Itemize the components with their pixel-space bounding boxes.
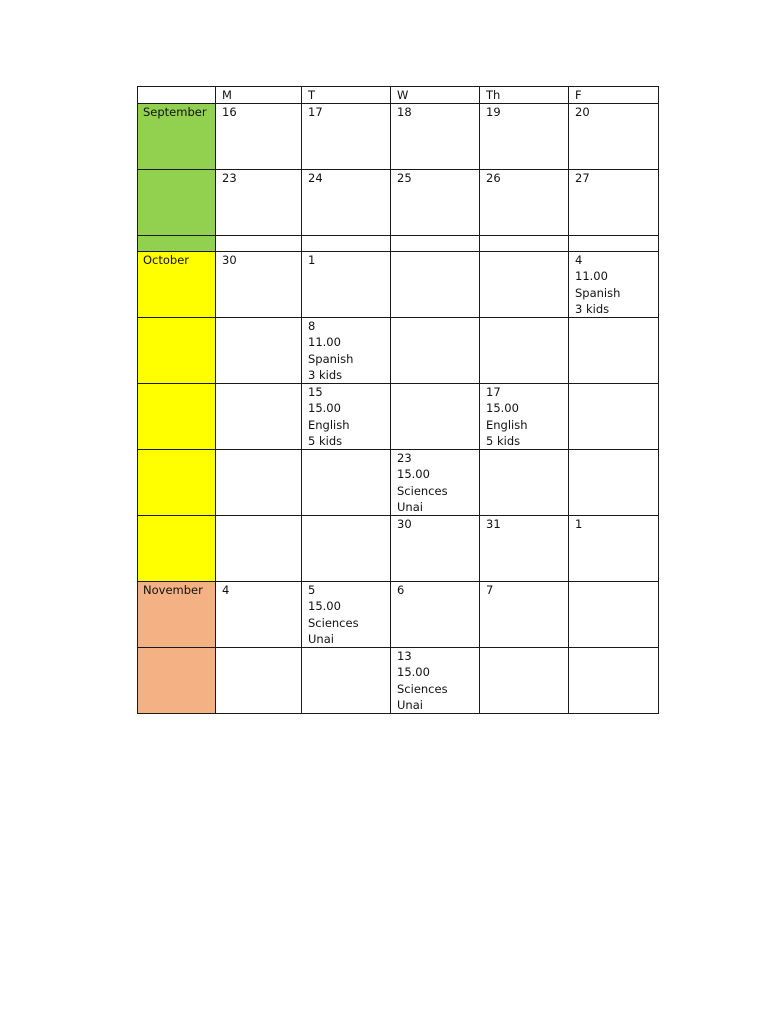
day-cell-text: 24 — [308, 171, 323, 186]
day-cell-wednesday — [391, 318, 480, 384]
day-cell-wednesday — [391, 170, 480, 236]
day-cell-monday — [216, 648, 302, 714]
day-cell-thursday — [480, 252, 569, 318]
day-cell-text: 31 — [486, 517, 501, 532]
table-row — [138, 252, 659, 318]
day-cell-monday — [216, 450, 302, 516]
day-cell-text: 16 — [222, 105, 237, 120]
month-cell — [138, 170, 216, 236]
day-cell-friday — [569, 516, 659, 582]
day-cell-thursday — [480, 104, 569, 170]
day-cell-friday — [569, 104, 659, 170]
day-cell-text: 30 — [397, 517, 412, 532]
month-label: October — [143, 253, 190, 268]
header-friday: F — [569, 87, 659, 104]
table-row — [138, 170, 659, 236]
day-cell-tuesday — [302, 516, 391, 582]
table-row — [138, 104, 659, 170]
month-cell — [138, 516, 216, 582]
day-cell-wednesday — [391, 236, 480, 252]
day-cell-monday — [216, 582, 302, 648]
day-cell-tuesday — [302, 450, 391, 516]
table-row — [138, 236, 659, 252]
day-cell-friday — [569, 582, 659, 648]
day-cell-wednesday — [391, 516, 480, 582]
table-row — [138, 582, 659, 648]
day-cell-thursday — [480, 516, 569, 582]
day-cell-text: 23 — [222, 171, 237, 186]
header-wednesday: W — [391, 87, 480, 104]
day-cell-tuesday — [302, 318, 391, 384]
day-cell-thursday — [480, 384, 569, 450]
day-cell-monday — [216, 318, 302, 384]
day-cell-tuesday — [302, 384, 391, 450]
month-cell — [138, 252, 216, 318]
day-cell-text: 17 — [308, 105, 323, 120]
month-cell — [138, 648, 216, 714]
day-cell-thursday — [480, 582, 569, 648]
day-cell-tuesday — [302, 170, 391, 236]
schedule-body — [138, 104, 659, 714]
day-cell-wednesday — [391, 582, 480, 648]
table-row — [138, 318, 659, 384]
day-cell-monday — [216, 104, 302, 170]
day-cell-text: 15 15.00 English 5 kids — [308, 385, 350, 448]
header-tuesday: T — [302, 87, 391, 104]
day-cell-friday — [569, 170, 659, 236]
day-cell-text: 8 11.00 Spanish 3 kids — [308, 319, 354, 382]
month-cell — [138, 318, 216, 384]
day-cell-friday — [569, 450, 659, 516]
day-cell-thursday — [480, 450, 569, 516]
day-cell-text: 19 — [486, 105, 501, 120]
day-cell-text: 25 — [397, 171, 412, 186]
day-cell-friday — [569, 384, 659, 450]
month-label: November — [143, 583, 203, 598]
day-cell-wednesday — [391, 450, 480, 516]
day-cell-text: 13 15.00 Sciences Unai — [397, 649, 448, 712]
day-cell-monday — [216, 516, 302, 582]
month-label: September — [143, 105, 207, 120]
table-row — [138, 516, 659, 582]
day-cell-monday — [216, 236, 302, 252]
day-cell-text: 1 — [575, 517, 583, 532]
schedule-table — [137, 86, 659, 714]
day-cell-text: 7 — [486, 583, 494, 598]
day-cell-text: 23 15.00 Sciences Unai — [397, 451, 448, 514]
day-cell-text: 18 — [397, 105, 412, 120]
day-cell-thursday — [480, 318, 569, 384]
day-cell-wednesday — [391, 648, 480, 714]
day-cell-thursday — [480, 236, 569, 252]
day-cell-tuesday — [302, 582, 391, 648]
header-row — [138, 87, 659, 104]
header-monday: M — [216, 87, 302, 104]
table-row — [138, 450, 659, 516]
day-cell-friday — [569, 648, 659, 714]
day-cell-text: 6 — [397, 583, 405, 598]
day-cell-tuesday — [302, 648, 391, 714]
header-thursday: Th — [480, 87, 569, 104]
day-cell-friday — [569, 236, 659, 252]
day-cell-text: 30 — [222, 253, 237, 268]
month-cell — [138, 384, 216, 450]
day-cell-wednesday — [391, 252, 480, 318]
table-row — [138, 384, 659, 450]
month-cell — [138, 582, 216, 648]
month-cell — [138, 450, 216, 516]
day-cell-text: 4 — [222, 583, 230, 598]
month-cell — [138, 104, 216, 170]
day-cell-tuesday — [302, 104, 391, 170]
day-cell-thursday — [480, 648, 569, 714]
day-cell-thursday — [480, 170, 569, 236]
day-cell-monday — [216, 384, 302, 450]
table-row — [138, 648, 659, 714]
day-cell-wednesday — [391, 104, 480, 170]
day-cell-text: 27 — [575, 171, 590, 186]
day-cell-text: 26 — [486, 171, 501, 186]
day-cell-friday — [569, 318, 659, 384]
day-cell-tuesday — [302, 236, 391, 252]
day-cell-text: 5 15.00 Sciences Unai — [308, 583, 359, 646]
month-cell — [138, 236, 216, 252]
day-cell-wednesday — [391, 384, 480, 450]
day-cell-text: 1 — [308, 253, 316, 268]
day-cell-friday — [569, 252, 659, 318]
day-cell-monday — [216, 170, 302, 236]
day-cell-text: 4 11.00 Spanish 3 kids — [575, 253, 621, 316]
day-cell-text: 20 — [575, 105, 590, 120]
day-cell-monday — [216, 252, 302, 318]
day-cell-tuesday — [302, 252, 391, 318]
header-corner — [138, 87, 216, 104]
day-cell-text: 17 15.00 English 5 kids — [486, 385, 528, 448]
